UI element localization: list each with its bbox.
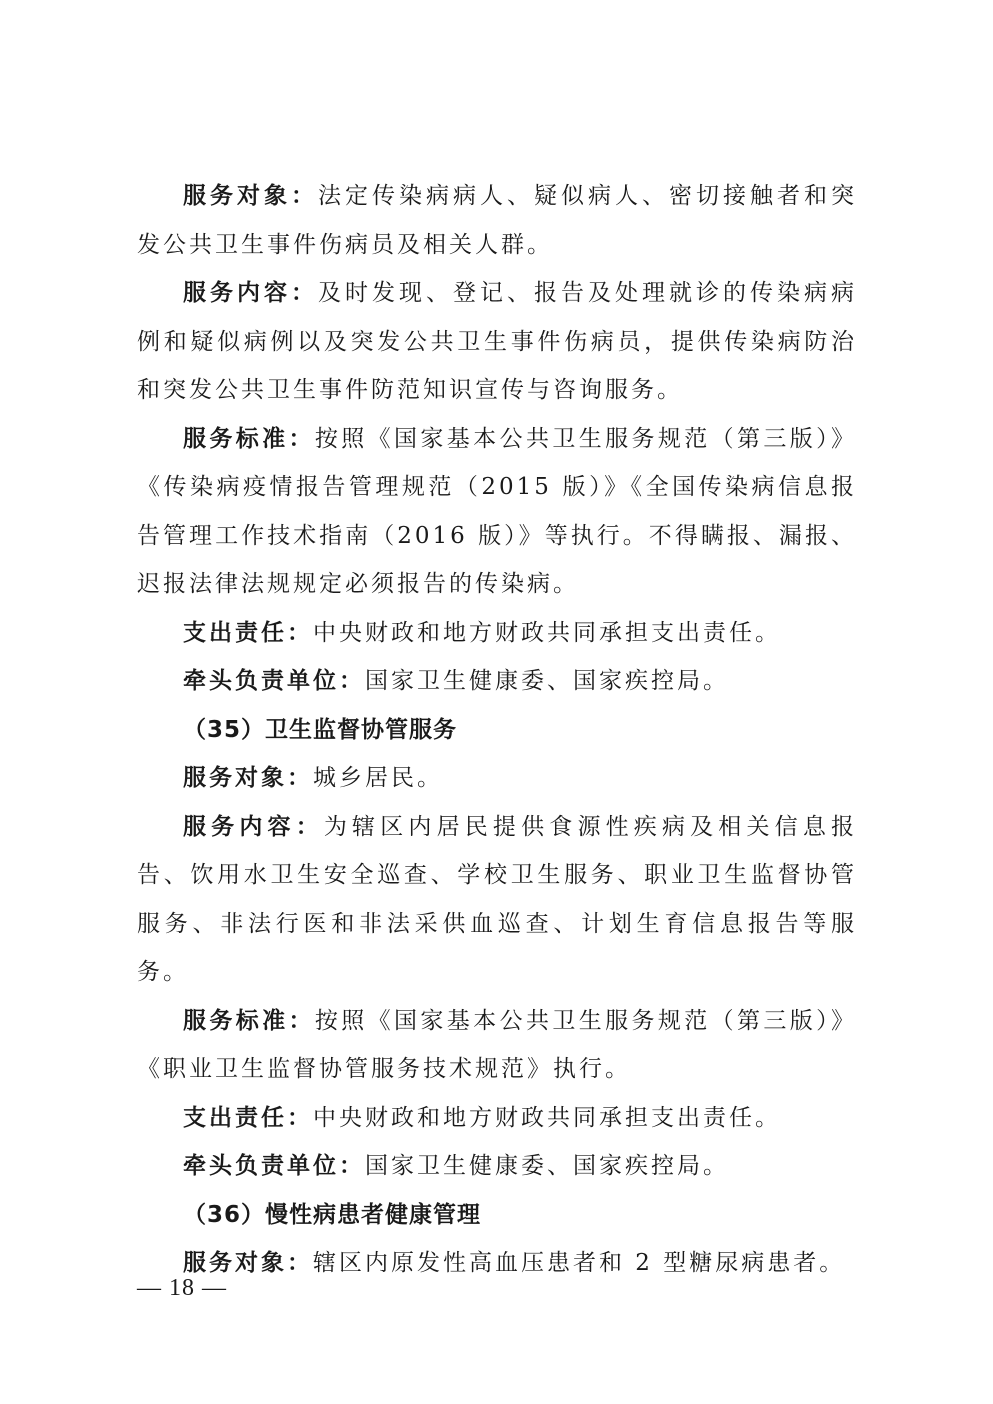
paragraph-label: 支出责任： [183,1104,313,1131]
paragraph-text: 及时发现、登记、报告及处理就诊的传染病病例和疑似病例以及突发公共卫生事件伤病员，提供传染病防治和突发公共卫生事件防范知识宣传与咨询服务。 [137,280,857,403]
paragraph-text: 法定传染病病人、疑似病人、密切接触者和突发公共卫生事件伤病员及相关人群。 [137,183,857,258]
paragraph-expense-responsibility [137,1094,857,1143]
paragraph-label: 服务对象： [183,183,318,209]
paragraph-text: 辖区内原发性高血压患者和 2 型糖尿病患者。 [313,1250,846,1276]
section-heading-36: （36）慢性病患者健康管理 [183,1201,482,1228]
paragraph-service-standard [137,415,857,609]
paragraph-label: 服务对象： [183,1250,313,1276]
section-heading-35: （35）卫生监督协管服务 [183,716,458,743]
paragraph-label: 服务标准： [183,1007,315,1034]
paragraph-text: 按照《国家基本公共卫生服务规范（第三版）》《职业卫生监督协管服务技术规范》执行。 [137,1007,858,1082]
paragraph-text: 中央财政和地方财政共同承担支出责任。 [313,619,781,646]
paragraph-label: 服务内容： [183,813,324,840]
paragraph-label: 牵头负责单位： [183,668,365,694]
paragraph-service-content [137,803,857,997]
paragraph-text: 为辖区内居民提供食源性疾病及相关信息报告、饮用水卫生安全巡查、学校卫生服务、职业卫生监督协管服务、非法行医和非法采供血巡查、计划生育信息报告等服务。 [137,813,858,985]
paragraph-label: 支出责任： [183,619,313,646]
paragraph-text: 按照《国家基本公共卫生服务规范（第三版）》《传染病疫情报告管理规范（2015 版）》《全国传染病信息报告管理工作技术指南（2016 版）》等执行。不得瞒报、漏报、迟报法律法规规定必须报告的传染病。 [137,425,858,597]
paragraph-text: 国家卫生健康委、国家疾控局。 [365,1153,729,1179]
paragraph-service-target [137,754,857,803]
paragraph-label: 服务内容： [183,280,318,306]
paragraph-lead-unit [137,1142,857,1191]
paragraph-label: 服务标准： [183,425,315,452]
paragraph-text: 城乡居民。 [313,765,443,791]
page-number: — 18 — [137,1275,227,1301]
document-body [137,172,857,1288]
paragraph-text: 国家卫生健康委、国家疾控局。 [365,668,729,694]
paragraph-service-standard [137,997,857,1094]
paragraph-lead-unit [137,657,857,706]
paragraph-service-target [137,172,857,269]
paragraph-label: 牵头负责单位： [183,1153,365,1179]
paragraph-expense-responsibility [137,609,857,658]
paragraph-label: 服务对象： [183,765,313,791]
paragraph-text: 中央财政和地方财政共同承担支出责任。 [313,1104,781,1131]
paragraph-service-target [137,1239,857,1288]
paragraph-service-content [137,269,857,415]
